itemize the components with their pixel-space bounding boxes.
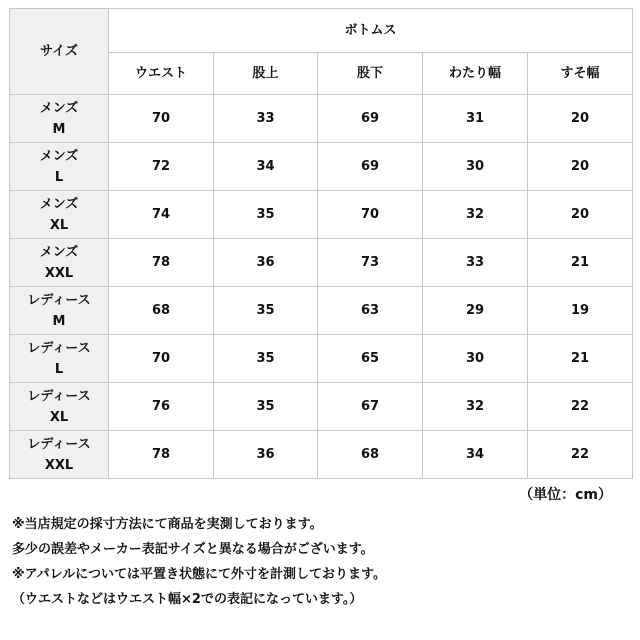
col-header-waist: ウエスト xyxy=(109,53,214,95)
size-cell xyxy=(10,191,109,239)
cell-inseam: 65 xyxy=(318,335,423,383)
note-line: 多少の誤差やメーカー表記サイズと異なる場合がございます。 xyxy=(12,542,374,557)
size-category: メンズ xyxy=(39,148,79,164)
size-label: L xyxy=(54,169,64,185)
col-header-rise: 股上 xyxy=(214,53,318,95)
size-category: レディース xyxy=(27,388,91,404)
cell-rise: 36 xyxy=(214,239,318,287)
cell-thigh-width: 29 xyxy=(423,287,528,335)
size-label: L xyxy=(54,361,64,377)
table-row xyxy=(10,239,633,287)
size-category: メンズ xyxy=(39,196,79,212)
cell-thigh-width: 32 xyxy=(423,191,528,239)
cell-rise: 36 xyxy=(214,431,318,479)
unit-note: （単位：cm） xyxy=(519,487,612,503)
cell-hem-width: 21 xyxy=(528,239,633,287)
table-row xyxy=(10,95,633,143)
cell-inseam: 73 xyxy=(318,239,423,287)
cell-inseam: 68 xyxy=(318,431,423,479)
cell-thigh-width: 34 xyxy=(423,431,528,479)
table-row xyxy=(10,143,633,191)
size-label: M xyxy=(52,121,66,137)
size-cell xyxy=(10,95,109,143)
cell-waist: 68 xyxy=(109,287,214,335)
cell-inseam: 70 xyxy=(318,191,423,239)
col-header-hem-width: すそ幅 xyxy=(528,53,633,95)
cell-hem-width: 20 xyxy=(528,191,633,239)
col-header-inseam: 股下 xyxy=(318,53,423,95)
size-cell xyxy=(10,383,109,431)
cell-hem-width: 21 xyxy=(528,335,633,383)
cell-inseam: 67 xyxy=(318,383,423,431)
note-line: ※アパレルについては平置き状態にて外寸を計測しております。 xyxy=(12,567,386,582)
cell-rise: 35 xyxy=(214,383,318,431)
cell-thigh-width: 30 xyxy=(423,335,528,383)
cell-thigh-width: 31 xyxy=(423,95,528,143)
table-row xyxy=(10,191,633,239)
cell-hem-width: 20 xyxy=(528,95,633,143)
note-line: （ウエストなどはウエスト幅×2での表記になっています。） xyxy=(12,592,363,607)
cell-waist: 78 xyxy=(109,239,214,287)
size-label: XL xyxy=(49,409,69,425)
cell-rise: 34 xyxy=(214,143,318,191)
size-label: XXL xyxy=(44,457,74,473)
cell-waist: 70 xyxy=(109,335,214,383)
size-category: レディース xyxy=(27,292,91,308)
cell-hem-width: 22 xyxy=(528,383,633,431)
col-header-thigh-width: わたり幅 xyxy=(423,53,528,95)
cell-inseam: 69 xyxy=(318,95,423,143)
note-line: ※当店規定の採寸方法にて商品を実測しております。 xyxy=(12,517,323,532)
cell-thigh-width: 30 xyxy=(423,143,528,191)
size-label: XL xyxy=(49,217,69,233)
table-row xyxy=(10,431,633,479)
size-cell xyxy=(10,431,109,479)
cell-hem-width: 20 xyxy=(528,143,633,191)
cell-waist: 76 xyxy=(109,383,214,431)
size-table xyxy=(9,8,633,479)
size-cell xyxy=(10,287,109,335)
cell-hem-width: 22 xyxy=(528,431,633,479)
table-row xyxy=(10,335,633,383)
size-header: サイズ xyxy=(10,9,109,95)
cell-waist: 70 xyxy=(109,95,214,143)
cell-rise: 35 xyxy=(214,287,318,335)
cell-inseam: 63 xyxy=(318,287,423,335)
cell-waist: 74 xyxy=(109,191,214,239)
table-row xyxy=(10,287,633,335)
cell-waist: 72 xyxy=(109,143,214,191)
cell-inseam: 69 xyxy=(318,143,423,191)
measurement-notes xyxy=(12,512,386,612)
cell-rise: 33 xyxy=(214,95,318,143)
cell-hem-width: 19 xyxy=(528,287,633,335)
size-category: メンズ xyxy=(39,100,79,116)
cell-rise: 35 xyxy=(214,191,318,239)
size-category: レディース xyxy=(27,340,91,356)
size-category: メンズ xyxy=(39,244,79,260)
size-cell xyxy=(10,239,109,287)
size-cell xyxy=(10,335,109,383)
table-row xyxy=(10,383,633,431)
cell-thigh-width: 33 xyxy=(423,239,528,287)
size-cell xyxy=(10,143,109,191)
bottoms-header: ボトムス xyxy=(109,9,633,53)
size-label: XXL xyxy=(44,265,74,281)
size-category: レディース xyxy=(27,436,91,452)
cell-rise: 35 xyxy=(214,335,318,383)
cell-thigh-width: 32 xyxy=(423,383,528,431)
size-label: M xyxy=(52,313,66,329)
cell-waist: 78 xyxy=(109,431,214,479)
